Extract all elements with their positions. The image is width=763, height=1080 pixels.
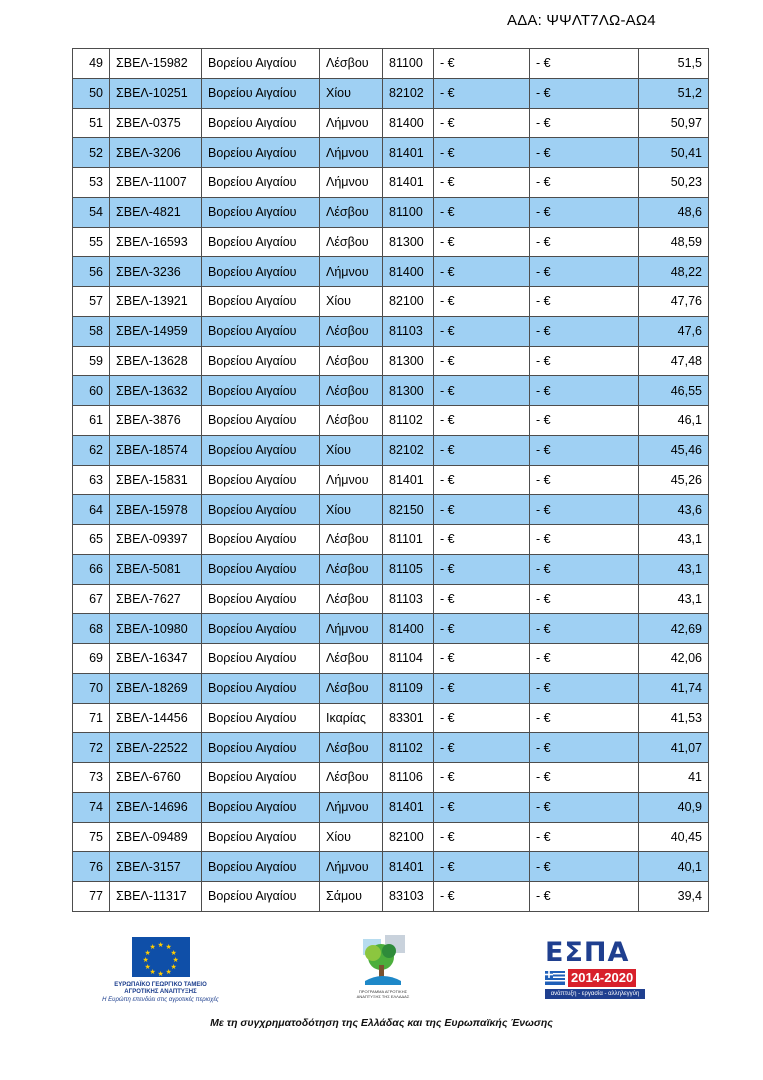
row-unit: Λήμνου: [320, 852, 383, 882]
table-row: [73, 554, 709, 584]
eafrd-caption: ΕΥΡΩΠΑΪΚΟ ΓΕΩΡΓΙΚΟ ΤΑΜΕΙΟ ΑΓΡΟΤΙΚΗΣ ΑΝΑΠΤΥΞΗΣ: [114, 982, 207, 995]
row-number: 68: [73, 614, 110, 644]
row-amount-b: - €: [530, 525, 639, 555]
table-row: [73, 763, 709, 793]
row-code: ΣΒΕΛ-22522: [110, 733, 202, 763]
row-zip: 81105: [383, 554, 434, 584]
table-row: [73, 733, 709, 763]
row-unit: Σάμου: [320, 882, 383, 912]
row-region: Βορείου Αιγαίου: [202, 673, 320, 703]
row-score: 45,26: [639, 465, 709, 495]
row-unit: Λήμνου: [320, 614, 383, 644]
row-unit: Λέσβου: [320, 376, 383, 406]
row-code: ΣΒΕΛ-15982: [110, 49, 202, 79]
eafrd-logo: [98, 937, 223, 1004]
row-zip: 81104: [383, 644, 434, 674]
table-row: [73, 852, 709, 882]
row-number: 61: [73, 406, 110, 436]
row-code: ΣΒΕΛ-09397: [110, 525, 202, 555]
espa-years: 2014-2020: [568, 969, 636, 987]
row-number: 70: [73, 673, 110, 703]
pad-logo: [352, 935, 414, 999]
row-region: Βορείου Αιγαίου: [202, 406, 320, 436]
row-amount-a: - €: [434, 525, 530, 555]
row-unit: Χίου: [320, 78, 383, 108]
row-code: ΣΒΕΛ-7627: [110, 584, 202, 614]
row-region: Βορείου Αιγαίου: [202, 197, 320, 227]
row-amount-b: - €: [530, 703, 639, 733]
row-score: 48,59: [639, 227, 709, 257]
row-code: ΣΒΕΛ-13921: [110, 287, 202, 317]
row-code: ΣΒΕΛ-14696: [110, 792, 202, 822]
row-amount-a: - €: [434, 584, 530, 614]
row-unit: Χίου: [320, 495, 383, 525]
row-amount-a: - €: [434, 495, 530, 525]
row-amount-b: - €: [530, 465, 639, 495]
row-score: 47,76: [639, 287, 709, 317]
row-zip: 82100: [383, 822, 434, 852]
table-row: [73, 138, 709, 168]
row-zip: 82102: [383, 435, 434, 465]
row-number: 63: [73, 465, 110, 495]
row-code: ΣΒΕΛ-6760: [110, 763, 202, 793]
row-number: 54: [73, 197, 110, 227]
row-number: 67: [73, 584, 110, 614]
row-code: ΣΒΕΛ-16347: [110, 644, 202, 674]
row-amount-a: - €: [434, 852, 530, 882]
row-number: 60: [73, 376, 110, 406]
row-amount-a: - €: [434, 78, 530, 108]
row-number: 64: [73, 495, 110, 525]
row-zip: 83301: [383, 703, 434, 733]
row-score: 41,74: [639, 673, 709, 703]
row-number: 71: [73, 703, 110, 733]
row-code: ΣΒΕΛ-13632: [110, 376, 202, 406]
row-number: 69: [73, 644, 110, 674]
row-zip: 81102: [383, 733, 434, 763]
row-score: 47,6: [639, 316, 709, 346]
row-code: ΣΒΕΛ-3157: [110, 852, 202, 882]
row-amount-a: - €: [434, 644, 530, 674]
row-amount-a: - €: [434, 673, 530, 703]
footer-logos: [0, 935, 763, 1045]
table-row: [73, 614, 709, 644]
cofunding-note: Με τη συγχρηματοδότηση της Ελλάδας και της Ευρωπαϊκής Ένωσης: [210, 1017, 553, 1029]
row-score: 41,07: [639, 733, 709, 763]
row-score: 50,41: [639, 138, 709, 168]
row-score: 40,9: [639, 792, 709, 822]
row-zip: 81401: [383, 168, 434, 198]
row-code: ΣΒΕΛ-18574: [110, 435, 202, 465]
row-number: 75: [73, 822, 110, 852]
row-amount-b: - €: [530, 882, 639, 912]
row-amount-a: - €: [434, 108, 530, 138]
row-region: Βορείου Αιγαίου: [202, 792, 320, 822]
row-zip: 81401: [383, 792, 434, 822]
table-row: [73, 346, 709, 376]
row-code: ΣΒΕΛ-15831: [110, 465, 202, 495]
row-number: 62: [73, 435, 110, 465]
row-region: Βορείου Αιγαίου: [202, 852, 320, 882]
row-amount-b: - €: [530, 792, 639, 822]
row-unit: Λήμνου: [320, 792, 383, 822]
row-region: Βορείου Αιγαίου: [202, 227, 320, 257]
row-region: Βορείου Αιγαίου: [202, 138, 320, 168]
table-row: [73, 78, 709, 108]
row-zip: 81400: [383, 614, 434, 644]
row-zip: 81103: [383, 584, 434, 614]
row-amount-a: - €: [434, 287, 530, 317]
row-amount-b: - €: [530, 852, 639, 882]
table-row: [73, 703, 709, 733]
row-score: 41,53: [639, 703, 709, 733]
row-number: 58: [73, 316, 110, 346]
row-zip: 81401: [383, 465, 434, 495]
row-unit: Λέσβου: [320, 316, 383, 346]
row-amount-a: - €: [434, 406, 530, 436]
row-amount-a: - €: [434, 376, 530, 406]
row-number: 73: [73, 763, 110, 793]
row-unit: Χίου: [320, 287, 383, 317]
row-amount-b: - €: [530, 108, 639, 138]
row-amount-a: - €: [434, 882, 530, 912]
row-zip: 81400: [383, 257, 434, 287]
greek-flag-icon: [545, 971, 565, 985]
row-zip: 81300: [383, 346, 434, 376]
row-amount-b: - €: [530, 435, 639, 465]
row-unit: Λέσβου: [320, 673, 383, 703]
row-score: 42,06: [639, 644, 709, 674]
row-number: 53: [73, 168, 110, 198]
row-number: 56: [73, 257, 110, 287]
row-region: Βορείου Αιγαίου: [202, 435, 320, 465]
row-amount-a: - €: [434, 49, 530, 79]
row-code: ΣΒΕΛ-16593: [110, 227, 202, 257]
row-region: Βορείου Αιγαίου: [202, 703, 320, 733]
row-zip: 81101: [383, 525, 434, 555]
row-score: 40,45: [639, 822, 709, 852]
row-amount-b: - €: [530, 495, 639, 525]
row-region: Βορείου Αιγαίου: [202, 584, 320, 614]
row-amount-b: - €: [530, 49, 639, 79]
row-zip: 82102: [383, 78, 434, 108]
row-zip: 81100: [383, 197, 434, 227]
row-amount-b: - €: [530, 406, 639, 436]
row-amount-a: - €: [434, 763, 530, 793]
pad-tree-logo-icon: [359, 935, 407, 987]
table-row: [73, 406, 709, 436]
row-unit: Λέσβου: [320, 733, 383, 763]
row-region: Βορείου Αιγαίου: [202, 465, 320, 495]
row-zip: 81300: [383, 227, 434, 257]
espa-title: ΕΣΠΑ: [545, 937, 630, 968]
row-amount-b: - €: [530, 227, 639, 257]
row-region: Βορείου Αιγαίου: [202, 554, 320, 584]
espa-tagline: ανάπτυξη - εργασία - αλληλεγγύη: [545, 989, 645, 999]
row-amount-b: - €: [530, 554, 639, 584]
row-amount-b: - €: [530, 376, 639, 406]
row-unit: Λέσβου: [320, 525, 383, 555]
row-score: 42,69: [639, 614, 709, 644]
row-score: 51,5: [639, 49, 709, 79]
row-code: ΣΒΕΛ-09489: [110, 822, 202, 852]
row-amount-a: - €: [434, 554, 530, 584]
row-zip: 81102: [383, 406, 434, 436]
row-region: Βορείου Αιγαίου: [202, 763, 320, 793]
row-amount-b: - €: [530, 644, 639, 674]
row-amount-b: - €: [530, 673, 639, 703]
row-zip: 81401: [383, 852, 434, 882]
row-number: 77: [73, 882, 110, 912]
table-row: [73, 525, 709, 555]
row-unit: Λέσβου: [320, 644, 383, 674]
row-amount-b: - €: [530, 733, 639, 763]
table-row: [73, 822, 709, 852]
ada-code: ΑΔΑ: ΨΨΛΤ7ΛΩ-ΑΩ4: [507, 12, 656, 29]
row-zip: 81300: [383, 376, 434, 406]
row-region: Βορείου Αιγαίου: [202, 316, 320, 346]
row-code: ΣΒΕΛ-3236: [110, 257, 202, 287]
row-zip: 82100: [383, 287, 434, 317]
row-code: ΣΒΕΛ-14456: [110, 703, 202, 733]
row-amount-a: - €: [434, 197, 530, 227]
row-unit: Λέσβου: [320, 227, 383, 257]
row-amount-a: - €: [434, 138, 530, 168]
table-row: [73, 673, 709, 703]
row-unit: Χίου: [320, 435, 383, 465]
row-code: ΣΒΕΛ-3876: [110, 406, 202, 436]
row-zip: 81400: [383, 108, 434, 138]
eafrd-subcaption: Η Ευρώπη επενδύει στις αγροτικές περιοχές: [102, 997, 219, 1003]
row-amount-b: - €: [530, 316, 639, 346]
eu-flag-icon: ★ ★ ★ ★ ★ ★ ★ ★ ★ ★ ★ ★: [132, 937, 190, 977]
row-unit: Λέσβου: [320, 197, 383, 227]
row-amount-a: - €: [434, 346, 530, 376]
row-score: 48,22: [639, 257, 709, 287]
row-amount-a: - €: [434, 733, 530, 763]
row-number: 65: [73, 525, 110, 555]
row-code: ΣΒΕΛ-15978: [110, 495, 202, 525]
table-row: [73, 584, 709, 614]
table-row: [73, 882, 709, 912]
row-amount-b: - €: [530, 346, 639, 376]
row-unit: Λήμνου: [320, 138, 383, 168]
table-row: [73, 495, 709, 525]
row-amount-a: - €: [434, 465, 530, 495]
table-row: [73, 168, 709, 198]
row-score: 43,1: [639, 584, 709, 614]
row-score: 46,1: [639, 406, 709, 436]
row-amount-a: - €: [434, 227, 530, 257]
results-table: [72, 48, 709, 912]
espa-logo: [545, 939, 645, 999]
row-number: 59: [73, 346, 110, 376]
row-amount-b: - €: [530, 197, 639, 227]
row-unit: Χίου: [320, 822, 383, 852]
table-row: [73, 49, 709, 79]
row-amount-b: - €: [530, 614, 639, 644]
row-score: 51,2: [639, 78, 709, 108]
row-zip: 83103: [383, 882, 434, 912]
row-code: ΣΒΕΛ-11317: [110, 882, 202, 912]
row-zip: 82150: [383, 495, 434, 525]
row-amount-b: - €: [530, 287, 639, 317]
row-amount-b: - €: [530, 822, 639, 852]
table-row: [73, 197, 709, 227]
row-code: ΣΒΕΛ-10251: [110, 78, 202, 108]
row-amount-a: - €: [434, 792, 530, 822]
row-score: 43,1: [639, 525, 709, 555]
row-zip: 81106: [383, 763, 434, 793]
row-number: 74: [73, 792, 110, 822]
row-region: Βορείου Αιγαίου: [202, 644, 320, 674]
row-score: 40,1: [639, 852, 709, 882]
row-number: 50: [73, 78, 110, 108]
table-row: [73, 108, 709, 138]
row-amount-b: - €: [530, 763, 639, 793]
row-region: Βορείου Αιγαίου: [202, 733, 320, 763]
row-score: 39,4: [639, 882, 709, 912]
row-region: Βορείου Αιγαίου: [202, 49, 320, 79]
row-score: 47,48: [639, 346, 709, 376]
row-region: Βορείου Αιγαίου: [202, 168, 320, 198]
row-score: 50,23: [639, 168, 709, 198]
row-code: ΣΒΕΛ-18269: [110, 673, 202, 703]
row-zip: 81103: [383, 316, 434, 346]
table-row: [73, 644, 709, 674]
row-amount-a: - €: [434, 316, 530, 346]
row-score: 48,6: [639, 197, 709, 227]
row-number: 51: [73, 108, 110, 138]
row-code: ΣΒΕΛ-0375: [110, 108, 202, 138]
row-amount-a: - €: [434, 435, 530, 465]
row-amount-a: - €: [434, 257, 530, 287]
row-zip: 81100: [383, 49, 434, 79]
row-code: ΣΒΕΛ-4821: [110, 197, 202, 227]
row-unit: Λέσβου: [320, 49, 383, 79]
row-score: 45,46: [639, 435, 709, 465]
row-code: ΣΒΕΛ-14959: [110, 316, 202, 346]
row-number: 52: [73, 138, 110, 168]
row-region: Βορείου Αιγαίου: [202, 614, 320, 644]
row-zip: 81109: [383, 673, 434, 703]
row-number: 49: [73, 49, 110, 79]
row-code: ΣΒΕΛ-11007: [110, 168, 202, 198]
row-region: Βορείου Αιγαίου: [202, 376, 320, 406]
row-region: Βορείου Αιγαίου: [202, 108, 320, 138]
row-region: Βορείου Αιγαίου: [202, 822, 320, 852]
row-region: Βορείου Αιγαίου: [202, 257, 320, 287]
row-score: 46,55: [639, 376, 709, 406]
row-unit: Λήμνου: [320, 108, 383, 138]
row-code: ΣΒΕΛ-13628: [110, 346, 202, 376]
row-unit: Λέσβου: [320, 584, 383, 614]
row-unit: Λέσβου: [320, 554, 383, 584]
row-region: Βορείου Αιγαίου: [202, 78, 320, 108]
row-score: 50,97: [639, 108, 709, 138]
row-amount-b: - €: [530, 138, 639, 168]
row-amount-b: - €: [530, 78, 639, 108]
row-region: Βορείου Αιγαίου: [202, 287, 320, 317]
row-number: 72: [73, 733, 110, 763]
row-amount-a: - €: [434, 614, 530, 644]
table-row: [73, 227, 709, 257]
row-unit: Λέσβου: [320, 763, 383, 793]
row-number: 76: [73, 852, 110, 882]
row-region: Βορείου Αιγαίου: [202, 346, 320, 376]
row-score: 41: [639, 763, 709, 793]
row-region: Βορείου Αιγαίου: [202, 525, 320, 555]
row-amount-a: - €: [434, 703, 530, 733]
table-row: [73, 257, 709, 287]
row-number: 57: [73, 287, 110, 317]
row-unit: Ικαρίας: [320, 703, 383, 733]
table-row: [73, 376, 709, 406]
row-amount-b: - €: [530, 584, 639, 614]
row-region: Βορείου Αιγαίου: [202, 882, 320, 912]
row-code: ΣΒΕΛ-3206: [110, 138, 202, 168]
table-row: [73, 316, 709, 346]
row-code: ΣΒΕΛ-10980: [110, 614, 202, 644]
row-unit: Λήμνου: [320, 257, 383, 287]
row-amount-b: - €: [530, 168, 639, 198]
pad-caption: ΠΡΟΓΡΑΜΜΑ ΑΓΡΟΤΙΚΗΣ ΑΝΑΠΤΥΞΗΣ ΤΗΣ ΕΛΛΑΔΑΣ: [356, 989, 410, 999]
row-zip: 81401: [383, 138, 434, 168]
row-unit: Λήμνου: [320, 168, 383, 198]
row-amount-b: - €: [530, 257, 639, 287]
row-code: ΣΒΕΛ-5081: [110, 554, 202, 584]
table-row: [73, 792, 709, 822]
row-unit: Λέσβου: [320, 346, 383, 376]
row-unit: Λέσβου: [320, 406, 383, 436]
row-region: Βορείου Αιγαίου: [202, 495, 320, 525]
row-number: 66: [73, 554, 110, 584]
row-amount-a: - €: [434, 822, 530, 852]
row-score: 43,1: [639, 554, 709, 584]
row-amount-a: - €: [434, 168, 530, 198]
table-row: [73, 287, 709, 317]
table-row: [73, 465, 709, 495]
row-unit: Λήμνου: [320, 465, 383, 495]
row-number: 55: [73, 227, 110, 257]
table-row: [73, 435, 709, 465]
row-score: 43,6: [639, 495, 709, 525]
